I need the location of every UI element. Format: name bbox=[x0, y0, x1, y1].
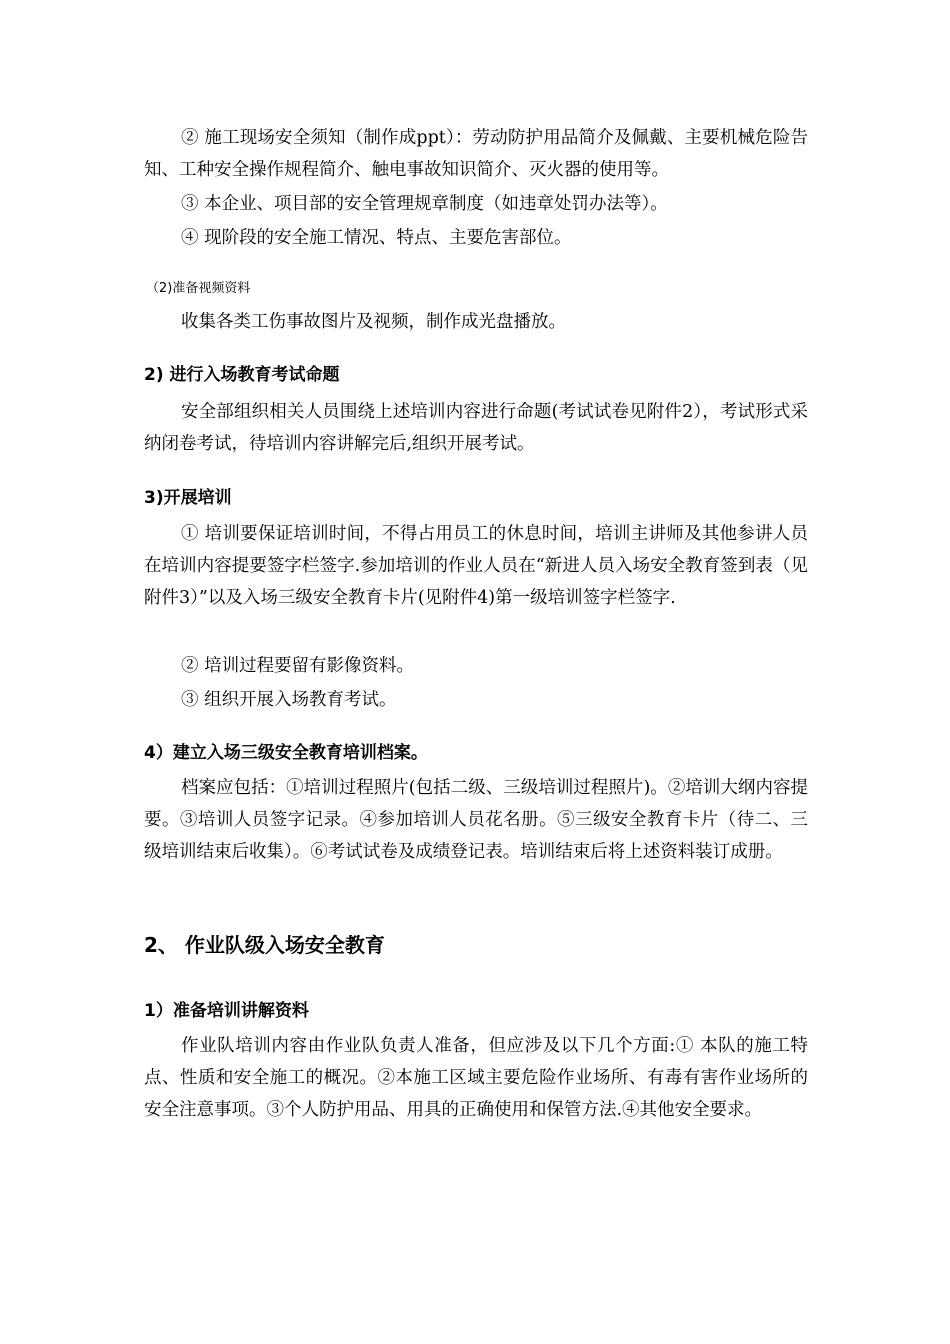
paragraph-training-archive: 档案应包括：①培训过程照片(包括二级、三级培训过程照片)。②培训大纲内容提要。③培训人员签字记录。④参加培训人员花名册。⑤三级安全教育卡片（待二、三级培训结束后收集）。⑥考试试卷及成绩登记表。培训结束后将上述资料装订成册。 bbox=[144, 778, 808, 862]
paragraph-organize-exam: ③ 组织开展入场教育考试。 bbox=[181, 690, 397, 710]
paragraph-video-records: ② 培训过程要留有影像资料。 bbox=[181, 656, 415, 676]
heading-team-level-education: 2、 作业队级入场安全教育 bbox=[144, 933, 385, 957]
paragraph-video-collection: 收集各类工伤事故图片及视频，制作成光盘播放。 bbox=[181, 312, 566, 332]
heading-training-archive: 4）建立入场三级安全教育培训档案。 bbox=[144, 743, 428, 763]
heading-exam-questions: 2) 进行入场教育考试命题 bbox=[144, 365, 340, 385]
paragraph-training-time: ① 培训要保证培训时间，不得占用员工的休息时间，培训主讲师及其他参讲人员在培训内容提要签字栏签字.参加培训的作业人员在“新进人员入场安全教育签到表（见附件3）”以及入场三级安全教育卡片(见附件4)第一级培训签字栏签字. bbox=[144, 524, 808, 608]
paragraph-site-safety-notice: ② 施工现场安全须知（制作成ppt）：劳动防护用品简介及佩戴、主要机械危险告知、工种安全操作规程简介、触电事故知识简介、灭火器的使用等。 bbox=[144, 128, 808, 180]
paragraph-team-training-content: 作业队培训内容由作业队负责人准备，但应涉及以下几个方面:① 本队的施工特点、性质和安全施工的概况。②本施工区域主要危险作业场所、有毒有害作业场所的安全注意事项。③个人防护用品、用具的正确使用和保管方法.④其他安全要求。 bbox=[144, 1036, 808, 1120]
heading-prepare-materials: 1）准备培训讲解资料 bbox=[144, 1001, 309, 1021]
subheading-video-materials: （2)准备视频资料 bbox=[146, 281, 251, 296]
paragraph-exam-questions: 安全部组织相关人员围绕上述培训内容进行命题(考试试卷见附件2），考试形式采纳闭卷考试，待培训内容讲解完后,组织开展考试。 bbox=[144, 402, 808, 454]
paragraph-management-rules: ③ 本企业、项目部的安全管理规章制度（如违章处罚办法等）。 bbox=[181, 194, 668, 214]
heading-conduct-training: 3)开展培训 bbox=[144, 488, 232, 508]
paragraph-current-situation: ④ 现阶段的安全施工情况、特点、主要危害部位。 bbox=[181, 228, 572, 248]
